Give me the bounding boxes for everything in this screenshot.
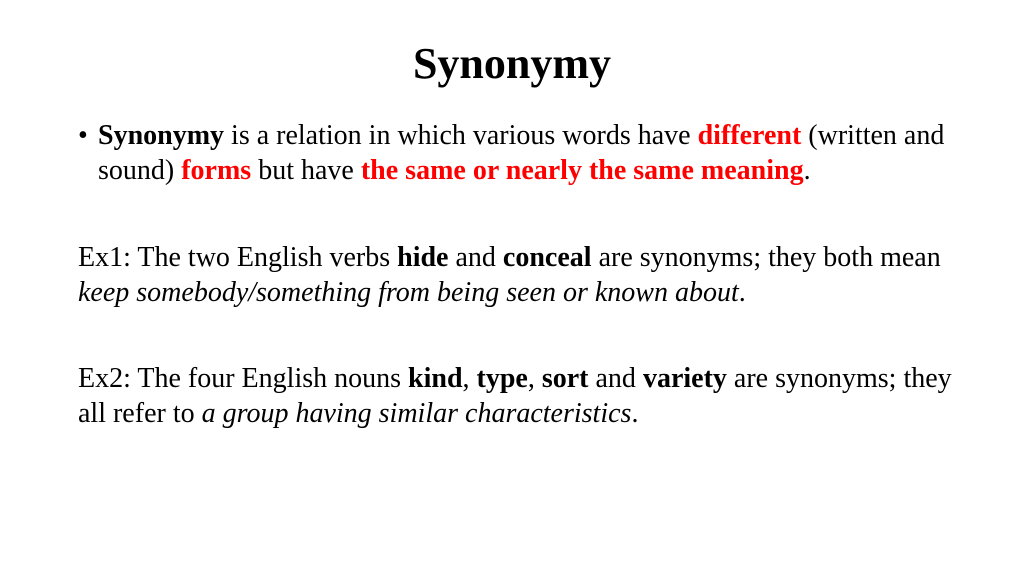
ex1-meaning: keep somebody/something from being seen or known about (78, 277, 739, 308)
slide-title: Synonymy (412, 39, 612, 88)
ex2-comma-2: , (527, 363, 542, 394)
ex1-word-hide: hide (397, 242, 449, 273)
term-synonymy: Synonymy (98, 120, 225, 151)
ex1-text-3: are synonyms; they both mean (591, 242, 941, 273)
ex2-text-1: Ex2: The four English nouns (78, 363, 409, 394)
ex1-text-2: and (448, 242, 503, 273)
highlight-different: different (697, 120, 802, 151)
bullet-dot-icon: • (78, 120, 88, 151)
ex2-text-3: are synonyms; they all refer to (78, 363, 952, 429)
definition-bullet (78, 118, 958, 188)
highlight-same-meaning: the same or nearly the same meaning (360, 155, 804, 186)
ex2-word-type: type (476, 363, 528, 394)
ex2-word-kind: kind (408, 363, 463, 394)
ex2-text-2: and (588, 363, 643, 394)
ex2-word-variety: variety (642, 363, 727, 394)
example-2 (78, 361, 958, 431)
definition-text-1: is a relation in which various words have (224, 120, 698, 151)
definition-bullet-text (78, 118, 958, 188)
definition-text-3: but have (251, 155, 361, 186)
ex2-word-sort: sort (541, 363, 589, 394)
definition-text-4: . (803, 155, 811, 186)
ex2-comma-1: , (462, 363, 477, 394)
ex2-meaning: a group having similar characteristics (201, 398, 632, 429)
ex1-text-4: . (738, 277, 746, 308)
example-1 (78, 240, 958, 310)
definition-text-2: (written and sound) (98, 120, 945, 186)
ex1-text-1: Ex1: The two English verbs (78, 242, 398, 273)
ex1-word-conceal: conceal (502, 242, 592, 273)
highlight-forms: forms (181, 155, 252, 186)
ex2-text-4: . (631, 398, 639, 429)
